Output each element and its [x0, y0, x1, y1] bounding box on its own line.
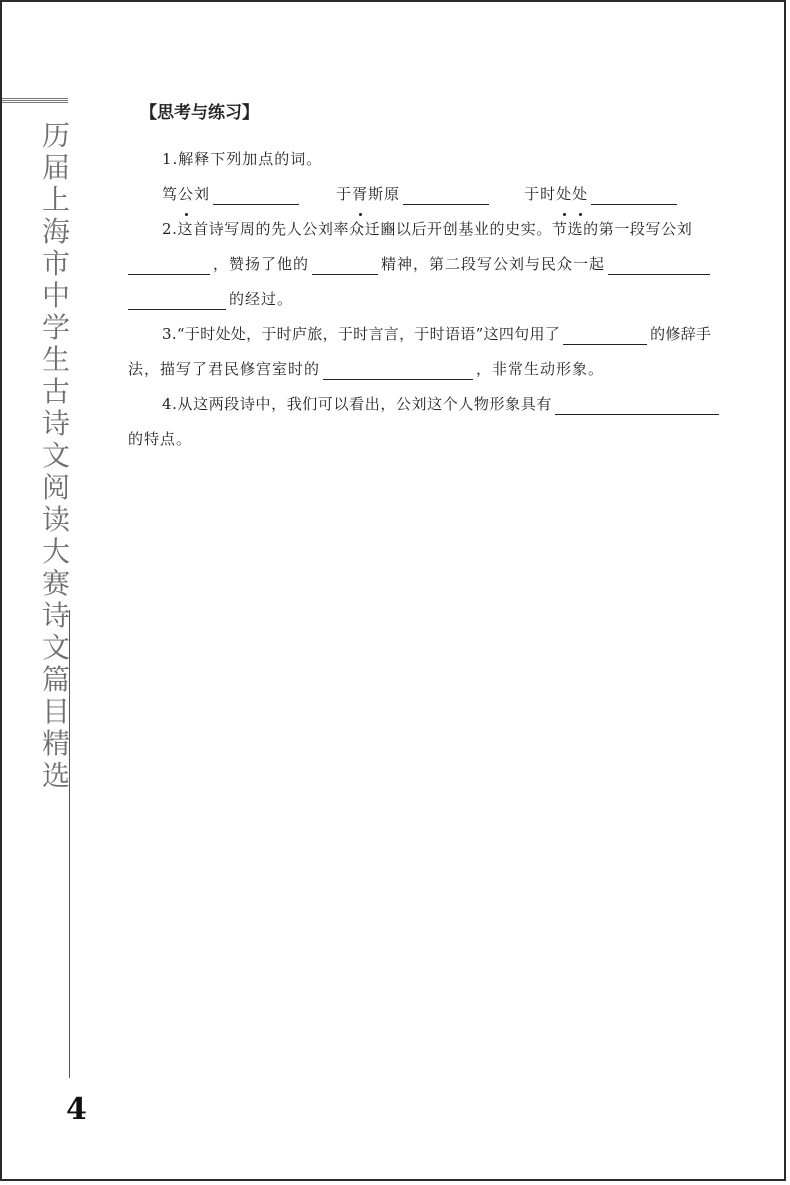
answer-blank[interactable]	[312, 256, 378, 275]
q1-item-3: 于时处处	[524, 185, 588, 203]
question-4-line-2: 的特点。	[128, 430, 193, 448]
page-number: 4	[66, 1092, 87, 1127]
dotted-char: 处	[556, 177, 572, 212]
answer-blank[interactable]	[128, 291, 226, 310]
dotted-char: 胥	[352, 177, 368, 212]
question-2-line-3: 的经过。	[128, 282, 748, 317]
dotted-char: 公	[178, 177, 194, 212]
answer-blank[interactable]	[563, 326, 647, 345]
q1-item-1: 笃公刘	[162, 185, 210, 203]
answer-blank[interactable]	[323, 361, 473, 380]
top-margin-rule	[2, 98, 68, 104]
answer-blank[interactable]	[213, 186, 299, 205]
question-4-line-1: 4.从这两段诗中，我们可以看出，公刘这个人物形象具有	[128, 387, 748, 422]
answer-blank[interactable]	[608, 256, 710, 275]
question-3-line-1: 3.“于时处处，于时庐旅，于时言言，于时语语”这四句用了 的修辞手	[162, 325, 712, 343]
question-1-items	[128, 177, 748, 212]
answer-blank[interactable]	[403, 186, 489, 205]
answer-blank[interactable]	[591, 186, 677, 205]
answer-blank[interactable]	[128, 256, 210, 275]
answer-blank[interactable]	[555, 396, 719, 415]
side-margin-line	[69, 610, 70, 1078]
question-2-line-2: ，赞扬了他的 精神，第二段写公刘与民众一起	[128, 247, 748, 282]
exercise-section	[128, 98, 748, 457]
vertical-book-title: 历届上海市中学生古诗文阅读大赛诗文篇目精选	[41, 119, 70, 792]
dotted-char: 处	[572, 177, 588, 212]
question-1-prompt: 1.解释下列加点的词。	[162, 150, 323, 168]
question-3-line-2: 法，描写了君民修宫室时的 ，非常生动形象。	[128, 360, 605, 378]
question-2-line-1: 2.这首诗写周的先人公刘率众迁豳以后开创基业的史实。节选的第一段写公刘	[162, 220, 693, 238]
section-title: 【思考与练习】	[140, 103, 259, 123]
q1-item-2: 于胥斯原	[336, 185, 400, 203]
